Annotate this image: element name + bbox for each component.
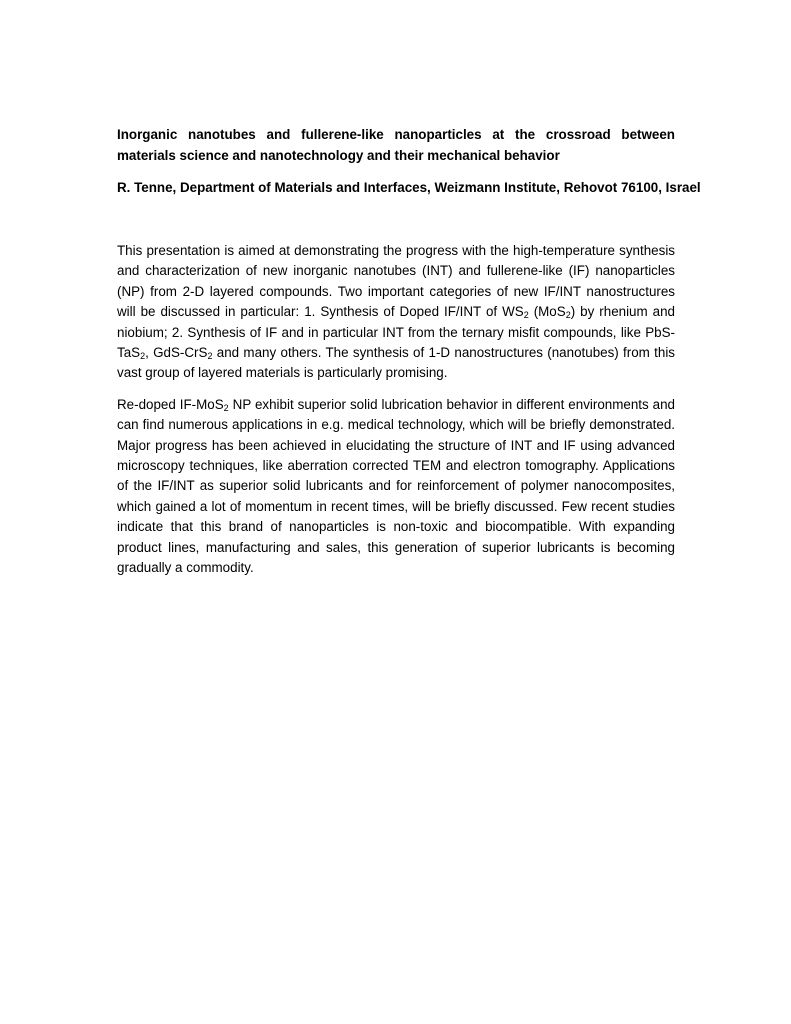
- paragraph-1-text-a: This presentation is aimed at demonstrating the progress with the high-temperature synthesis and characterization of new inorganic nanotubes (INT) and fullerene-like (IF) nanoparticles (NP) from 2-D layered compounds. Two important categories of new IF/INT nanostructures will be discussed in particular: 1. Synthesis of Doped IF/INT of WS: [117, 243, 675, 320]
- paragraph-1-text-b: (MoS: [528, 304, 566, 320]
- author-affiliation: R. Tenne, Department of Materials and Interfaces, Weizmann Institute, Rehovot 76100, Israel: [117, 180, 701, 195]
- paragraph-2-text-b: NP exhibit superior solid lubrication behavior in different environments and can find numerous applications in e.g. medical technology, which will be briefly demonstrated. Major progress has been achieved in elucidating the structure of INT and IF using advanced microscopy techniques, like aberration corrected TEM and electron tomography. Applications of the IF/INT as superior solid lubricants and for reinforcement of polymer nanocomposites, which gained a lot of momentum in recent times, will be briefly discussed. Few recent studies indicate that this brand of nanoparticles is non-toxic and biocompatible. With expanding product lines, manufacturing and sales, this generation of superior lubricants is becoming gradually a commodity.: [117, 396, 675, 576]
- subscript: 2: [140, 351, 146, 362]
- paragraph-1-text-d: , GdS-CrS: [145, 345, 208, 361]
- abstract-paragraph-1: [117, 241, 675, 384]
- document-title: Inorganic nanotubes and fullerene-like nanoparticles at the crossroad between materials science and nanotechnology and their mechanical behavior: [117, 127, 675, 163]
- abstract-paragraph-2: [117, 395, 675, 579]
- document-page: [117, 124, 701, 579]
- paragraph-1-text-e: and many others. The synthesis of 1-D nanostructures (nanotubes) from this vast group of layered materials is particularly promising.: [117, 345, 675, 381]
- subscript: 2: [223, 402, 229, 413]
- paragraph-1-text-c: ) by rhenium and niobium; 2. Synthesis of IF and in particular INT from the ternary misfit compounds, like PbS-TaS: [117, 304, 675, 361]
- subscript: 2: [207, 351, 213, 362]
- subscript: 2: [565, 310, 571, 321]
- paragraph-2-text-a: Re-doped IF-MoS: [117, 396, 224, 412]
- subscript: 2: [523, 310, 529, 321]
